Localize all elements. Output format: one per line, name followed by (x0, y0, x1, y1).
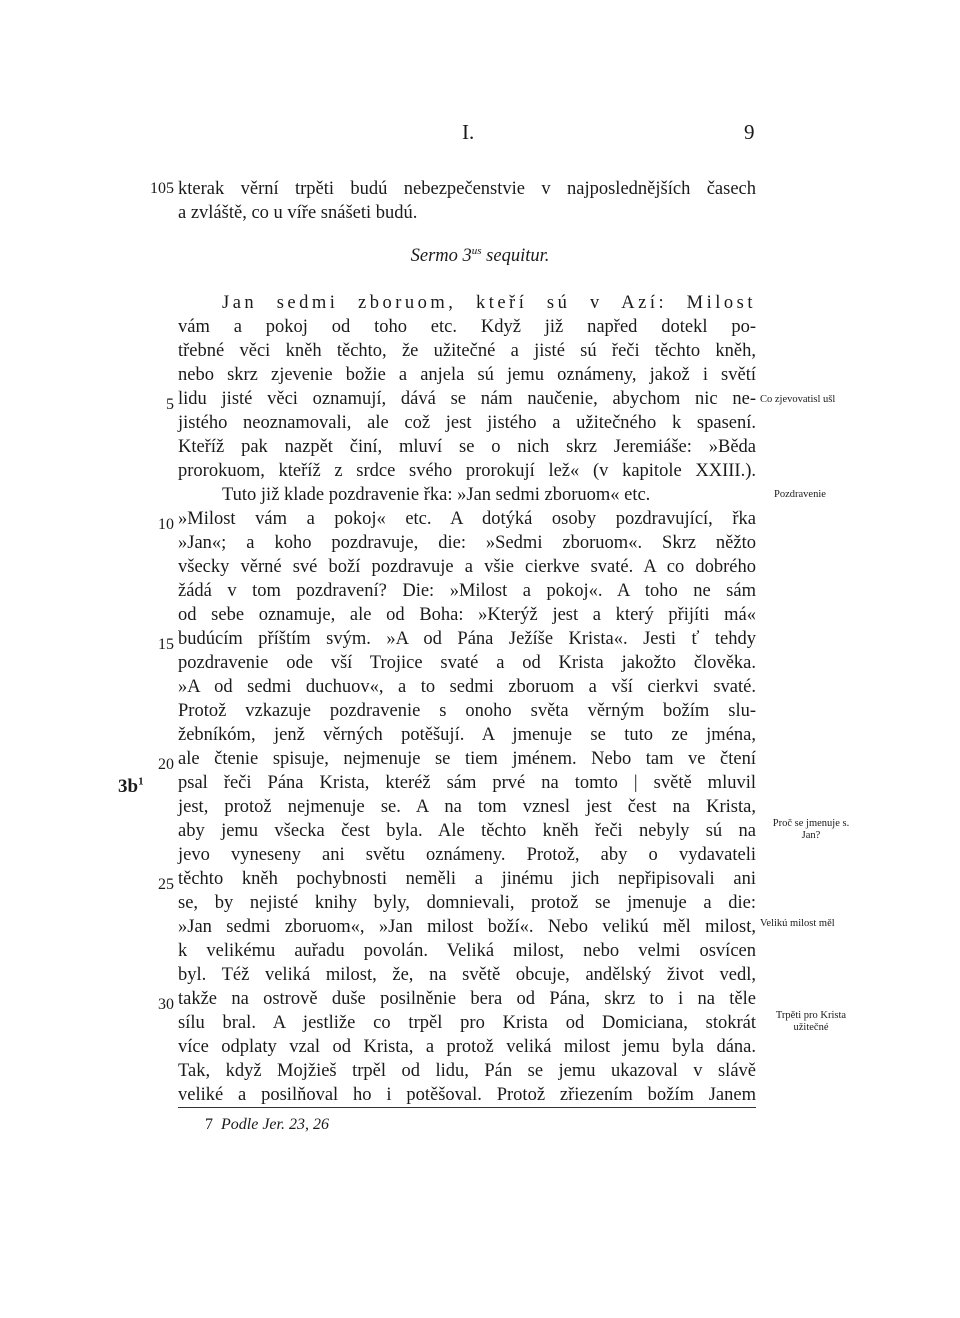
text-line-6: nebo skrz zjevenie božie a anjela sú jemu oznámeny, jakož i světí (178, 365, 756, 385)
margin-note-veliku: Velikú milost měl (760, 918, 835, 929)
text-line-13: »Jan«; a koho pozdravuje, die: »Sedmi zboruom«. Skrz něžto (178, 533, 756, 553)
text-line-2: a zvláště, co u víře snášeti budú. (178, 203, 418, 223)
margin-note-co-zjevovati: Co zjevovatisl ušl (760, 394, 836, 405)
margin-note-proc-line-1: Proč se jmenuje s. (772, 818, 850, 829)
text-line-36: veliké a posilňoval ho i potěšoval. Protož zřiezením božím Janem (178, 1085, 756, 1105)
text-line-34: více odplaty vzal od Krista, a protož veliká milost jemu byla dána. (178, 1037, 756, 1057)
sermo-heading: Sermo $3^{us}$ sequitur. (410, 244, 550, 266)
text-line-21: žebníkóm, jenž věrných potěšují. A jmenuje se tuto ze jména, (178, 725, 756, 745)
text-line-22: ale čtenie spisuje, nejmenuje se tiem jménem. Nebo tam ve čtení (178, 749, 756, 769)
text-line-3: Jan sedmi zboruom, kteří sú v Azí: Milost (222, 293, 756, 313)
text-line-25: aby jemu všecka čest byla. Ale těchto kněh řeči nebyly sú na (178, 821, 756, 841)
text-line-20: Protož vzkazuje pozdravenie s onoho světa věrným božím slu- (178, 701, 756, 721)
text-line-29: »Jan sedmi zboruom«, »Jan milost boží«. Nebo velikú měl milost, (178, 917, 756, 937)
line-number-105: 105 (150, 180, 174, 197)
text-line-27: těchto kněh pochybnosti neměli a jinému jich nepřipisovali ani (178, 869, 756, 889)
text-line-35: Tak, když Mojžieš trpěl od lidu, Pán se jemu ukazoval v slávě (178, 1061, 756, 1081)
line-number-10: 10 (158, 516, 174, 533)
text-line-10: prorokuom, kteříž z srdce svého prorokují lež« (v kapitole XXIII.). (178, 461, 756, 481)
margin-note-trpeti-line-2: užitečné (793, 1022, 829, 1033)
footnote-number: 7 (205, 1116, 213, 1133)
text-line-28: se, by nejisté knihy byly, domnievali, protož se jmenuje a die: (178, 893, 756, 913)
text-line-23: psal řeči Pána Krista, kteréž sám prvé na tomto | světě mluvil (178, 773, 756, 793)
margin-note-pozdravenie: Pozdravenie (774, 489, 826, 500)
text-line-9: Kteříž pak nazpět činí, mluví se o nich skrz Jeremiáše: »Běda (178, 437, 756, 457)
text-line-5: třebné věci kněh těchto, že užitečné a jisté sú řeči těchto kněh, (178, 341, 756, 361)
text-line-16: od sebe oznamuje, ale od Boha: »Kterýž jest a který přijíti má« (178, 605, 756, 625)
line-number-25: 25 (158, 876, 174, 893)
text-line-4: vám a pokoj od toho etc. Když již napřed dotekl po- (178, 317, 756, 337)
footnote-rule (178, 1107, 756, 1108)
text-line-32: takže na ostrově duše posilněnie bera od Pána, skrz to i na těle (178, 989, 756, 1009)
text-line-18: pozdravenie ode vší Trojice svaté a od Krista jakožto člověka. (178, 653, 756, 673)
text-line-33: sílu bral. A jestliže co trpěl pro Krista od Domiciana, stokrát (178, 1013, 756, 1033)
text-line-15: žádá v tom pozdravení? Die: »Milost a pokoj«. A toho ne sám (178, 581, 756, 601)
line-number-30: 30 (158, 996, 174, 1013)
line-number-15: 15 (158, 636, 174, 653)
text-line-7: lidu jisté věci oznamují, dává se nám naučenie, abychom nic ne- (178, 389, 756, 409)
text-line-24: jest, protož nejmenuje se. A na tom vznesl jest čest na Krista, (178, 797, 756, 817)
margin-note-proc-line-2: Jan? (801, 830, 821, 841)
folio-mark: $3b^1$ (118, 775, 144, 797)
footnote-text: Podle Jer. 23, 26 (221, 1116, 329, 1133)
text-line-31: byl. Též veliká milost, že, na světě obcuje, andělský život vedl, (178, 965, 756, 985)
text-line-12: »Milost vám a pokoj« etc. A dotýká osoby pozdravující, řka (178, 509, 756, 529)
margin-note-trpeti-line-1: Trpěti pro Krista (775, 1010, 847, 1021)
chapter-number: I. (462, 120, 475, 144)
line-number-20: 20 (158, 756, 174, 773)
text-line-14: všecky věrné své boží pozdravuje a všie cierkve svaté. A co dobrého (178, 557, 756, 577)
text-line-8: jistého neoznamovali, ale což jest jistého a užitečného k spasení. (178, 413, 756, 433)
footnote (205, 1116, 329, 1134)
line-number-5: 5 (166, 396, 174, 413)
text-line-1: kterak věrní trpěti budú nebezpečenstvie v najposlednějších časech (178, 179, 756, 199)
text-line-11: Tuto již klade pozdravenie řka: »Jan sedmi zboruom« etc. (222, 485, 651, 505)
text-line-30: k velikému auřadu povolán. Veliká milost, nebo velmi osvícen (178, 941, 756, 961)
text-line-17: budúcím příštím svým. »A od Pána Ježíše Krista«. Jesti ť tehdy (178, 629, 756, 649)
text-line-26: jevo vyneseny ani světu oznámeny. Protož, aby o vydavateli (178, 845, 756, 865)
page-number: 9 (744, 120, 755, 144)
page-header (0, 120, 960, 150)
text-line-19: »A od sedmi duchuov«, a to sedmi zboruom a vší cierkvi svaté. (178, 677, 756, 697)
